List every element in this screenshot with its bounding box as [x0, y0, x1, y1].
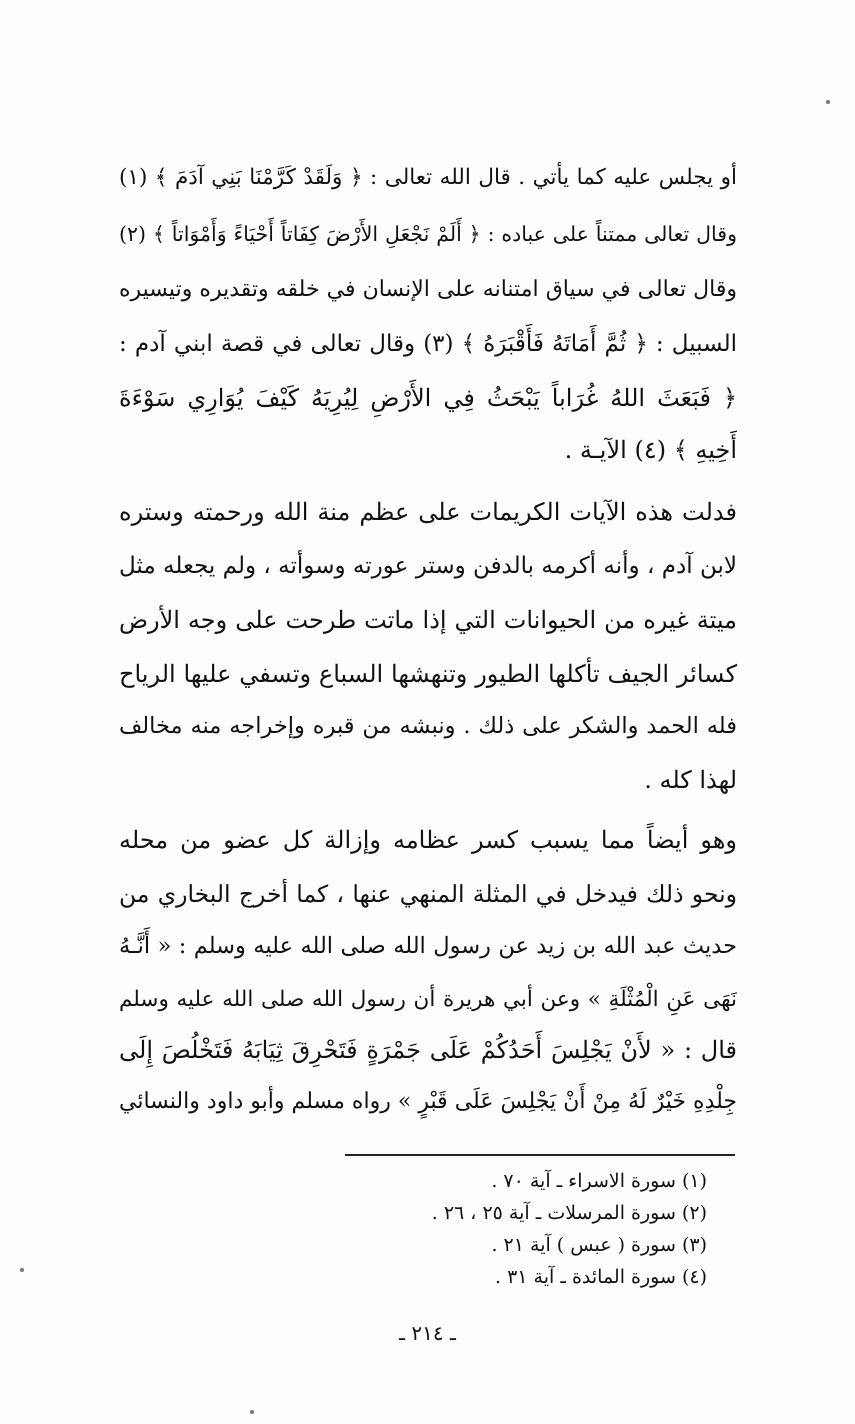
- paragraph-2-line-3: ميتة غيره من الحيوانات التي إذا ماتت طرحت على وجه الأرض: [119, 606, 737, 634]
- paragraph-2-line-1: فدلت هذه الآيات الكريمات على عظم منة الله ورحمته وستره: [119, 498, 737, 526]
- paragraph-3-line-6: جِلْدِهِ خَيْرٌ لَهُ مِنْ أَنْ يَجْلِسَ عَلَى قَبْرٍ » رواه مسلم وأبو داود والنسائي: [119, 1089, 737, 1114]
- paragraph-3-line-5: قال : « لأَنْ يَجْلِسَ أَحَدُكُمْ عَلَى جَمْرَةٍ فَتَحْرِقَ ثِيَابَهُ فَتَخْلُصَ إِلَى: [119, 1036, 737, 1064]
- page-number: ـ ٢١٤ ـ: [399, 1321, 456, 1345]
- paragraph-1-line-6: أَخِيهِ ﴾ (٤) الآيـة .: [564, 436, 737, 464]
- paragraph-2-line-4: كسائر الجيف تأكلها الطيور وتنهشها السباع وتسفي عليها الرياح: [119, 660, 737, 688]
- footnote-2: (٢) سورة المرسلات ـ آية ٢٥ ، ٢٦ .: [431, 1202, 707, 1224]
- paragraph-1-line-2: وقال تعالى ممتناً على عباده : ﴿ أَلَمْ نَجْعَلِ الأَرْضَ كِفَاتاً أَحْيَاءً وَأَمْوَاتاً ﴾ (٢): [119, 222, 737, 246]
- paragraph-2-line-2: لابن آدم ، وأنه أكرمه بالدفن وستر عورته وسوأته ، ولم يجعله مثل: [119, 553, 737, 579]
- footnote-separator: [345, 1154, 735, 1156]
- footnote-4: (٤) سورة المائدة ـ آية ٣١ .: [494, 1266, 707, 1288]
- paragraph-2-line-6: لهذا كله .: [644, 766, 737, 794]
- paragraph-3-line-4: نَهَى عَنِ الْمُثْلَةِ » وعن أبي هريرة أن رسول الله صلى الله عليه وسلم: [119, 987, 737, 1012]
- paragraph-3-line-3: حديث عبد الله بن زيد عن رسول الله صلى الله عليه وسلم : « أَنَّـهُ: [119, 933, 737, 959]
- paragraph-2-line-5: فله الحمد والشكر على ذلك . ونبشه من قبره وإخراجه منه مخالف: [119, 713, 737, 739]
- paragraph-1-line-1: أو يجلس عليه كما يأتي . قال الله تعالى : ﴿ وَلَقَدْ كَرَّمْنَا بَنِي آدَمَ ﴾ (١): [119, 165, 737, 190]
- scan-speck: [250, 1410, 254, 1414]
- scan-speck: [826, 100, 830, 104]
- paragraph-3-line-1: وهو أيضاً مما يسبب كسر عظامه وإزالة كل عضو من محله: [119, 826, 737, 854]
- paragraph-1-line-4: السبيل : ﴿ ثُمَّ أَمَاتَهُ فَأَقْبَرَهُ ﴾ (٣) وقال تعالى في قصة ابني آدم :: [119, 331, 737, 357]
- footnote-3: (٣) سورة ( عبس ) آية ٢١ .: [491, 1234, 707, 1256]
- paragraph-1-line-3: وقال تعالى في سياق امتنانه على الإنسان في خلقه وتقديره وتيسيره: [119, 277, 737, 302]
- paragraph-1-line-5: ﴿ فَبَعَثَ اللهُ غُرَاباً يَبْحَثُ فِي الأَرْضِ لِيُرِيَهُ كَيْفَ يُوَارِي سَوْءَةَ: [119, 384, 737, 412]
- scan-speck: [20, 1268, 24, 1272]
- paragraph-3-line-2: ونحو ذلك فيدخل في المثلة المنهي عنها ، كما أخرج البخاري من: [119, 880, 737, 908]
- footnote-1: (١) سورة الاسراء ـ آية ٧٠ .: [491, 1170, 707, 1192]
